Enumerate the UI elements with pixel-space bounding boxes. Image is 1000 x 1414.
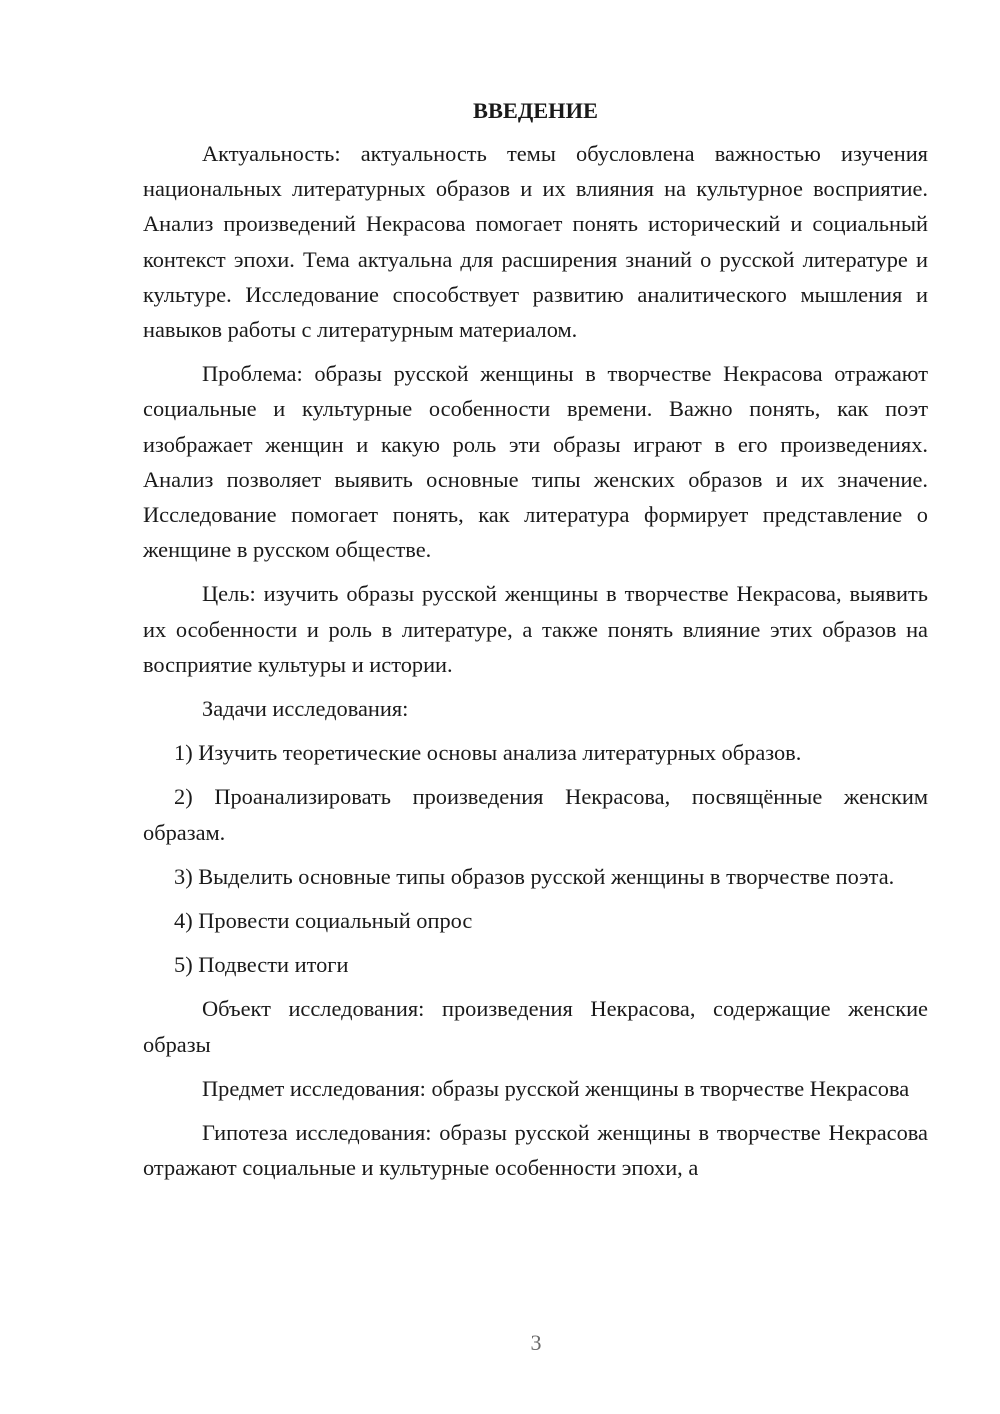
task-item: 3) Выделить основные типы образов русской женщины в творчестве поэта. bbox=[174, 863, 895, 889]
task-item: 4) Провести социальный опрос bbox=[174, 908, 473, 934]
page-number: 3 bbox=[530, 1330, 542, 1355]
task-item: 1) Изучить теоретические основы анализа литературных образов. bbox=[174, 740, 802, 766]
relevance-paragraph: Актуальность: актуальность темы обусловлена важностью изучения национальных литературных образов и их влияния на культурное восприятие. Анализ произведений Некрасова помогает понять исторический и социальный контекст эпохи. Тема актуальна для расширения знаний о русской литературе и культуре. Исследование способствует развитию аналитического мышления и навыков работы с литературным материалом. bbox=[143, 141, 928, 343]
object-paragraph: Объект исследования: произведения Некрасова, содержащие женские образы bbox=[143, 996, 928, 1057]
problem-paragraph: Проблема: образы русской женщины в творчестве Некрасова отражают социальные и культурные особенности времени. Важно понять, как поэт изображает женщин и какую роль эти образы играют в его произведениях. Анализ позволяет выявить основные типы женских образов и их значение. Исследование помогает понять, как литература формирует представление о женщине в русском обществе. bbox=[143, 361, 928, 563]
task-item: 5) Подвести итоги bbox=[174, 952, 349, 978]
hypothesis-paragraph: Гипотеза исследования: образы русской женщины в творчестве Некрасова отражают социальные и культурные особенности эпохи, а bbox=[143, 1120, 928, 1181]
section-heading: ВВЕДЕНИЕ bbox=[473, 98, 598, 123]
task-item: 2) Проанализировать произведения Некрасова, посвящённые женским образам. bbox=[143, 784, 928, 845]
subject-paragraph: Предмет исследования: образы русской женщины в творчестве Некрасова bbox=[202, 1075, 910, 1101]
goal-paragraph: Цель: изучить образы русской женщины в творчестве Некрасова, выявить их особенности и роль в литературе, а также понять влияние этих образов на восприятие культуры и истории. bbox=[143, 581, 928, 677]
document-page bbox=[143, 96, 928, 1194]
tasks-heading: Задачи исследования: bbox=[202, 696, 409, 722]
